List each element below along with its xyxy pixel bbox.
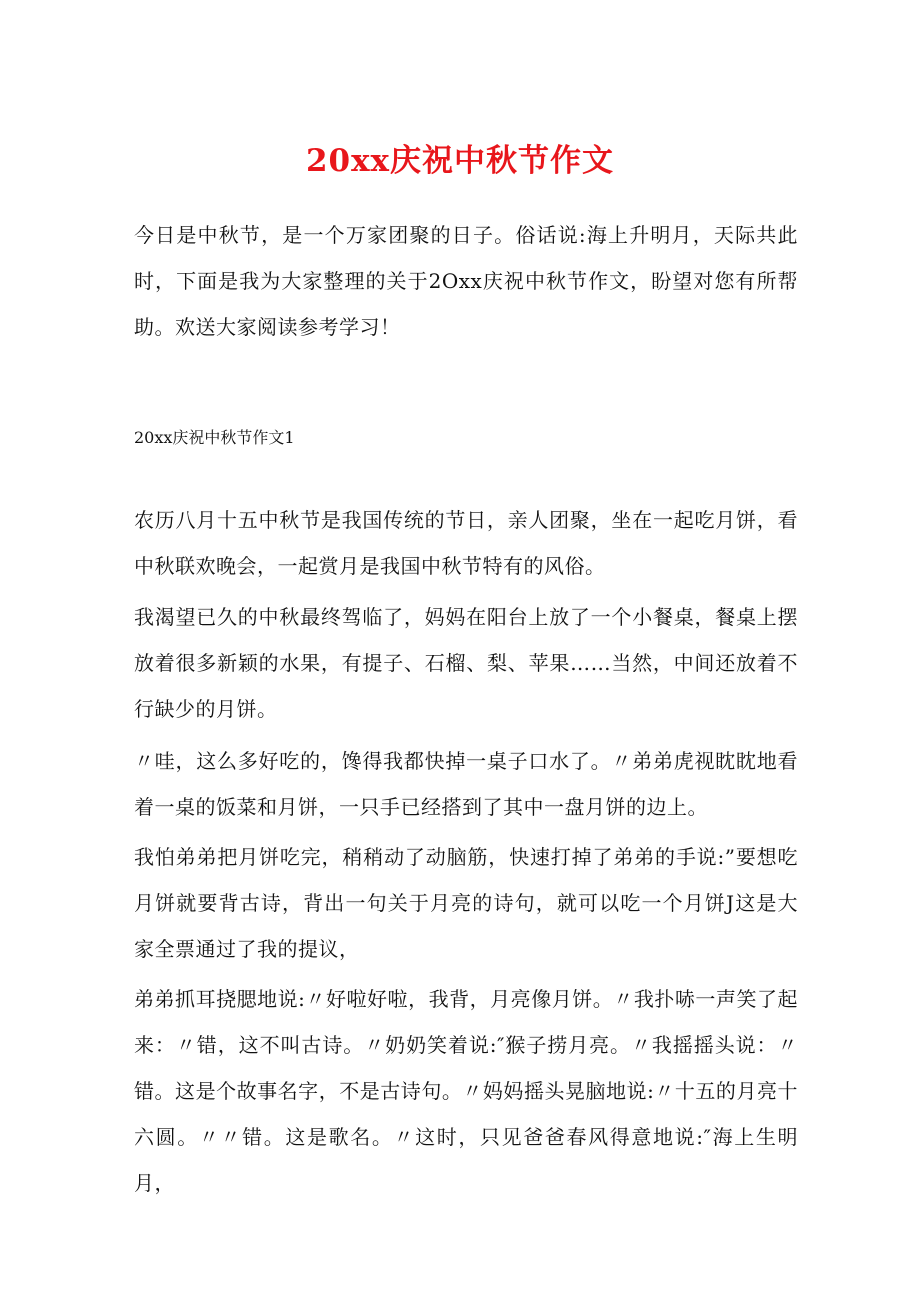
intro-paragraph: 今日是中秋节，是一个万家团聚的日子。俗话说:海上升明月，天际共此时，下面是我为大家整理的关于2Oxx庆祝中秋节作文，盼望对您有所帮助。欢送大家阅读参考学习！ [134,223,798,339]
body-paragraph-1: 农历八月十五中秋节是我国传统的节日，亲人团聚，坐在一起吃月饼，看中秋联欢晚会，一起赏月是我国中秋节特有的风俗。 [134,508,798,578]
body-paragraph-5: 弟弟抓耳挠腮地说:〃好啦好啦，我背，月亮像月饼。〃我扑哧一声笑了起来：〃错，这不叫古诗。〃奶奶笑着说:″猴子捞月亮。〃我摇摇头说：〃错。这是个故事名字，不是古诗句。〃妈妈摇头晃脑地说:〃十五的月亮十六圆。〃〃错。这是歌名。〃这时，只见爸爸春风得意地说:″海上生明月， [134,987,798,1195]
document-title: 20xx庆祝中秋节作文 [305,143,615,179]
section-heading: 20xx庆祝中秋节作文1 [134,428,295,447]
body-paragraph-2: 我渴望已久的中秋最终驾临了，妈妈在阳台上放了一个小餐桌，餐桌上摆放着很多新颖的水果，有提子、石榴、梨、苹果……当然，中间还放着不行缺少的月饼。 [134,605,798,721]
body-paragraph-4: 我怕弟弟把月饼吃完，稍稍动了动脑筋，快速打掉了弟弟的手说:”要想吃月饼就要背古诗，背出一句关于月亮的诗句，就可以吃一个月饼J这是大家全票通过了我的提议， [134,845,798,961]
body-paragraph-3: 〃哇，这么多好吃的，馋得我都快掉一桌子口水了。〃弟弟虎视眈眈地看着一桌的饭菜和月饼，一只手已经搭到了其中一盘月饼的边上。 [134,749,798,819]
